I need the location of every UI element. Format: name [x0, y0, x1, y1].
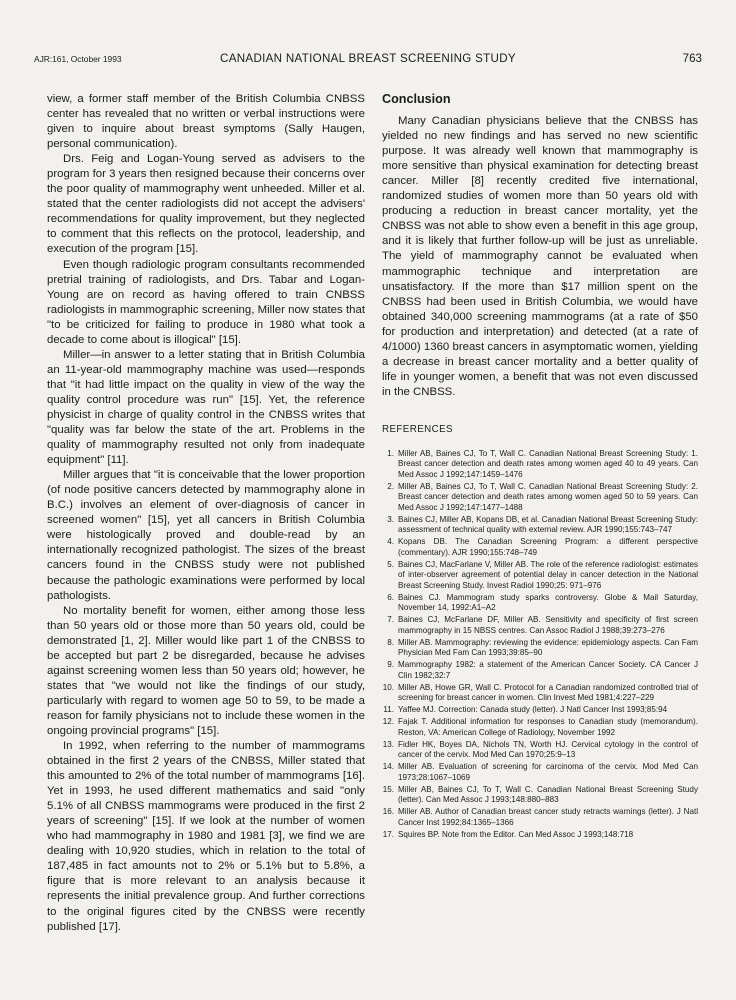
reference-text: Fajak T. Additional information for responses to Canadian study (memorandum). Reston, VA: American College of Radiology, November 1992: [398, 717, 698, 737]
reference-text: Miller AB. Evaluation of screening for carcinoma of the cervix. Mod Med Can 1973;28:1067–1069: [398, 762, 698, 782]
conclusion-paragraph: Many Canadian physicians believe that the CNBSS has yielded no new findings and has served no new scientific purpose. It was already well known that mammography is more sensitive than physical examination for detecting breast cancer. Miller [8] recently credited five international, randomized studies of women more than 50 years old with producing a reduction in breast cancer mortality, yet the CNBSS was not able to show even a benefit in this age group, and it is likely that further follow-up will be just as unreliable. The yield of mammography cannot be evaluated when mammographic technique and interpretation are unsatisfactory. If the more than $17 million spent on the CNBSS had been used in British Columbia, we would have obtained 340,000 screening mammograms (at a rate of $50 for production and interpretation) and detected (at a rate of 4/1000) 1360 breast cancers in asymptomatic women, yielding a decrease in breast cancer mortality and a better quality of life in younger women, a benefit that was not even discussed in the CNBSS.: [382, 115, 698, 398]
conclusion-heading: Conclusion: [382, 92, 451, 106]
reference-number: 14.: [382, 762, 394, 772]
reference-number: 4.: [387, 537, 394, 547]
reference-number: 2.: [387, 481, 394, 491]
reference-item: [382, 638, 698, 659]
reference-number: 7.: [387, 615, 394, 625]
reference-text: Baines CJ, MacFarlane V, Miller AB. The role of the reference radiologist: estimates of inter-observer agreement of potential delay in cancer detection in the National Breast Screening Study. Invest Radiol 1990;25: 971–976: [398, 559, 698, 590]
reference-item: [382, 537, 698, 558]
reference-text: Squires BP. Note from the Editor. Can Med Assoc J 1993;148:718: [398, 829, 634, 839]
reference-number: 10.: [382, 682, 394, 692]
reference-item: [382, 740, 698, 761]
body-paragraph: In 1992, when referring to the number of mammograms obtained in the first 2 years of the CNBSS, Miller stated that this amounted to 2% of the total number of mammograms [16]. Yet in 1993, he used different mathematics and said "only 5.1% of all CNBSS mammograms were produced in the first 2 years of screening" [15]. If we look at the number of women who had mammography in 1980 and 1981 [3], we find we are dealing with 10,920 studies, which in relation to the total of 187,485 in fact amounts not to 2% or 5.1% but to 5.8%, a figure that is more relevant to an analysis because it represents the initial prevalence group. And further corrections to the original figures cited by the CNBSS were recently published [17].: [47, 740, 365, 933]
body-paragraph: Even though radiologic program consultants recommended pretrial training of radiologists, and Drs. Tabar and Logan-Young are on record as having offered to train CNBSS radiologists in mammographic screening, Miller now states that "to be criticized for failing to produce in 1980 what took a decade to come about is illogical" [15].: [47, 258, 365, 346]
reference-text: Miller AB, Baines CJ, To T, Wall C. Canadian National Breast Screening Study (letter). Can Med Assoc J 1993;148:880–883: [398, 784, 698, 805]
reference-item: [382, 615, 698, 636]
reference-number: 15.: [382, 784, 394, 794]
reference-text: Kopans DB. The Canadian Screening Program: a different perspective (commentary). AJR 1990;155:748–749: [398, 537, 698, 557]
reference-number: 12.: [382, 717, 394, 727]
reference-number: 16.: [382, 807, 394, 817]
reference-number: 9.: [387, 660, 394, 670]
reference-item: [382, 785, 698, 806]
body-paragraph: view, a former staff member of the British Columbia CNBSS center has revealed that no written or verbal instructions were given to inquire about breast symptoms (Sally Haugen, personal communication).: [47, 93, 365, 151]
reference-item: [382, 762, 698, 783]
reference-number: 13.: [382, 739, 394, 749]
left-column: [47, 92, 365, 935]
reference-item: [382, 449, 698, 480]
reference-item: [382, 482, 698, 513]
references-heading: REFERENCES: [382, 423, 453, 435]
reference-item: [382, 830, 698, 840]
reference-item: [382, 683, 698, 704]
reference-text: Miller AB, Baines CJ, To T, Wall C. Canadian National Breast Screening Study: 2. Breast cancer detection and death rates among women aged 50 to 59 years. Can Med Assoc J 1992;147:1477–1488: [398, 481, 698, 512]
reference-number: 11.: [383, 705, 394, 715]
reference-text: Miller AB, Baines CJ, To T, Wall C. Canadian National Breast Screening Study: 1. Breast cancer detection and death rates among women aged 40 to 49 years. Can Med Assoc J 1992;147:1459–1476: [398, 448, 698, 479]
reference-item: [382, 660, 698, 681]
reference-text: Baines CJ. Mammogram study sparks controversy. Globe & Mail Saturday, November 14, 1992:A1–A2: [398, 592, 698, 613]
reference-text: Yaffee MJ. Correction: Canada study (letter). J Natl Cancer Inst 1993;85:94: [398, 705, 668, 715]
body-paragraph: Drs. Feig and Logan-Young served as advisers to the program for 3 years then resigned because their concerns over the poor quality of mammography went unheeded. Miller et al. stated that the center radiologists did not accept the advisers' recommendations for quality improvement, but they neglected to comment that this reflects on the protocol, leadership, and execution of the program [15].: [47, 153, 365, 256]
page-number: 763: [682, 52, 702, 65]
reference-text: Mammography 1982: a statement of the American Cancer Society. CA Cancer J Clin 1982;32:7: [398, 660, 698, 680]
reference-number: 17.: [382, 829, 394, 839]
reference-number: 1.: [387, 448, 394, 458]
running-header: [34, 52, 702, 68]
reference-number: 3.: [387, 514, 394, 524]
right-column: [382, 92, 698, 842]
body-paragraph: Miller argues that "it is conceivable that the lower proportion (of node positive cancers detected by mammography alone in B.C.) involves an element of over-diagnosis of cancer in screened women" [15], yet all cancers in British Columbia were histologically proved and double-read by an internationally recognized pathologist. The sizes of the breast cancers found in the CNBSS study were not published because the pathologic examinations were performed by local pathologists.: [47, 469, 365, 602]
reference-item: [382, 807, 698, 828]
reference-text: Miller AB. Mammography: reviewing the evidence: epidemiology aspects. Can Fam Physician Med Fam Can 1993;39:85–90: [398, 637, 698, 658]
reference-item: [382, 717, 698, 738]
reference-number: 8.: [387, 637, 394, 647]
reference-text: Baines CJ, McFarlane DF, Miller AB. Sensitivity and specificity of first screen mammography in 15 NBSS centres. Can Assoc Radiol J 1988;39:273–276: [398, 615, 698, 635]
reference-number: 5.: [387, 559, 394, 569]
journal-citation: AJR:161, October 1993: [34, 54, 122, 64]
reference-item: [382, 560, 698, 591]
reference-text: Baines CJ, Miller AB, Kopans DB, et al. Canadian National Breast Screening Study: assessment of technical quality with external review. AJR 1990;155:743–747: [398, 514, 698, 535]
reference-item: [382, 705, 698, 715]
reference-number: 6.: [387, 592, 394, 602]
body-paragraph: Miller—in answer to a letter stating that in British Columbia an 11-year-old mammography machine was used—responds that "it had little impact on the quality in view of the way the quality control procedure was run" [15]. Yet, the reference physicist in charge of quality control in the CNBSS writes that "quality was far below the state of the art. Problems in the quality of mammography resulted not only from inadequate equipment" [11].: [47, 348, 365, 467]
reference-text: Miller AB. Author of Canadian breast cancer study retracts warnings (letter). J Natl Cancer Inst 1992;84:1365–1366: [398, 807, 698, 827]
running-title: CANADIAN NATIONAL BREAST SCREENING STUDY: [220, 52, 516, 65]
reference-text: Miller AB, Howe GR, Wall C. Protocol for a Canadian randomized controlled trial of screening for breast cancer in women. Clin Invest Med 1981;4:227–229: [398, 682, 698, 703]
body-paragraph: No mortality benefit for women, either among those less than 50 years old or those more than 50 years old, could be demonstrated [1, 2]. Miller would like part 1 of the CNBSS to be accepted but part 2 be disregarded, because he advises against screening women less than 50 years old; however, he states that "we would not like the findings of our study, particularly with regard to women age 50 to 59, to be made a reason for family physicians not to include these women in the ongoing provincial programs" [15].: [47, 604, 365, 737]
reference-item: [382, 515, 698, 536]
references-list: [382, 449, 698, 840]
reference-item: [382, 593, 698, 614]
reference-text: Fidler HK, Boyes DA, Nichols TN, Worth HJ. Cervical cytology in the control of cancer of the cervix. Mod Med Can 1970;25:9–13: [398, 739, 698, 760]
